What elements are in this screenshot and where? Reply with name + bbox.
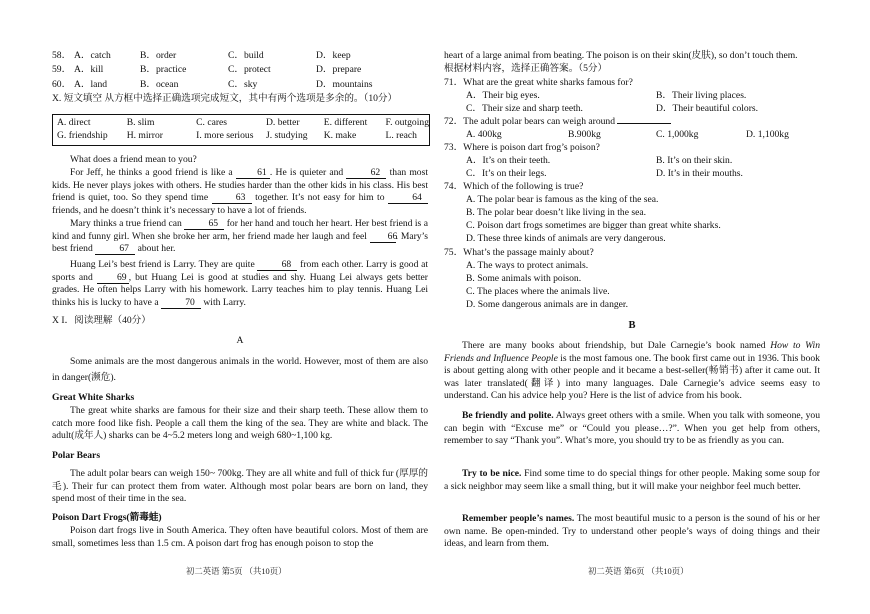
option-74-c: C. Poison dart frogs sometimes are bigger than great white sharks. (466, 220, 721, 231)
question-72: 72．The adult polar bears can weigh around (444, 116, 671, 129)
intro-b: There are many books about friendship, but Dale Carnegie’s book named How to Win Friends and Influence People is the most famous one. The book first came out in 1936. This book is about getting along with other people and it became a best-seller(畅销书) after it came out. It was later translated(翻译) into many languages. Dale Carnegie’s advice seems easy to understand. Can his advice help you? Here is the list of advice from his book. (444, 340, 821, 402)
option-d: D．prepare (316, 64, 362, 75)
word-option: D. better (265, 117, 300, 128)
option-a: A．catch (74, 50, 111, 61)
section-10-title: X. 短文填空 从方框中选择正确选项完成短文，其中有两个选项是多余的。（10分） (52, 93, 398, 104)
question-71: 71．What are the great white sharks famous for? (444, 77, 633, 88)
option-b: B．order (140, 50, 177, 61)
q-number: 59． (52, 64, 72, 75)
option-71-b: B．Their living places. (656, 90, 747, 101)
section-11-title: X I．阅读理解（40分） (52, 315, 151, 326)
blank-69: 69 (97, 273, 129, 284)
blank-61: 61 (236, 168, 270, 179)
option-b: B．ocean (140, 79, 179, 90)
option-75-d: D. Some dangerous animals are in danger. (466, 299, 628, 310)
option-75-a: A. The ways to protect animals. (466, 260, 589, 271)
option-a: A．land (74, 79, 108, 90)
advice-heading: Try to be nice. (462, 468, 522, 479)
word-option: J. studying (265, 129, 308, 141)
q-number: 58． (52, 50, 72, 61)
option-73-d: D. It’s in their mouths. (656, 168, 743, 179)
option-c: C．build (228, 50, 264, 61)
word-option: K. make (323, 129, 357, 141)
option-row-58 (52, 50, 396, 63)
word-option: A. direct (57, 117, 91, 128)
question-73: 73．Where is poison dart frog’s poison? (444, 142, 600, 153)
text-poison-dart-frogs: Poison dart frogs live in South America. They often have beautiful colors. Most of them are small, sometimes less than 1.5 cm. A poison dart frog has enough poison to stop the (52, 525, 428, 549)
text-polar-bears: The adult polar bears can weigh 150~ 700kg. They are all white and full of thick fur (厚厚的毛). Their fur can protect them from water. Although most polar bears are born on land, they spend most of their time in the sea. (52, 468, 428, 505)
option-72-c: C. 1,000kg (656, 129, 699, 140)
blank-65: 65 (184, 219, 224, 230)
option-72-a: A. 400kg (466, 129, 502, 140)
word-box (52, 114, 430, 146)
blank-63: 63 (212, 193, 252, 204)
section-b-label: B (628, 320, 636, 331)
paragraph-mary: Mary thinks a true friend can 65 for her hand and touch her heart. Her best friend is a kind and funny girl. When she broke her arm, her friend made her laugh and feel 66. Mary’s best friend 67 about her. (52, 218, 428, 255)
option-75-c: C. The places where the animals live. (466, 286, 610, 297)
option-75-b: B. Some animals with poison. (466, 273, 582, 284)
option-b: B．practice (140, 64, 187, 75)
option-72-d: D. 1,100kg (746, 129, 789, 140)
option-a: A．kill (74, 64, 104, 75)
advice-heading: Remember people’s names. (462, 513, 575, 524)
blank-68: 68 (257, 260, 297, 271)
text-sharks: The great white sharks are famous for their size and their sharp teeth. These allow them to catch more food like fish. People a call them the king of the sea. They are white and black. The adult(成年人) sharks can be 4~5.2 meters long and weigh 680~1,100 kg. (52, 405, 428, 442)
word-option: B. slim (126, 117, 155, 128)
option-d: D．mountains (316, 79, 373, 90)
advice-nice: Try to be nice. Find some time to do special things for other people. Making some soup for a sick neighbor may seem like a small thing, but it will make your neighbor feel much better. (444, 468, 820, 492)
option-74-b: B. The polar bear doesn’t like living in the sea. (466, 207, 647, 218)
answer-blank (617, 123, 671, 124)
option-71-c: C．Their size and sharp teeth. (466, 103, 583, 114)
footer-page-6: 初二英语 第6页 （共10页） (588, 567, 689, 576)
option-c: C．sky (228, 79, 258, 90)
blank-64: 64 (388, 193, 428, 204)
footer-page-5: 初二英语 第5页 （共10页） (186, 567, 287, 576)
section-a-label: A (236, 335, 244, 346)
option-row-59 (52, 64, 396, 77)
option-74-a: A. The polar bear is famous as the king of the sea. (466, 194, 659, 205)
word-option: C. cares (196, 117, 228, 128)
advice-names: Remember people’s names. The most beautiful music to a person is the sound of his or her own name. Be open-minded. Try to understand other people’s ways of doing things and their ideas, and learn from them. (444, 513, 820, 550)
option-72-b: B.900kg (568, 129, 601, 140)
word-option: E. different (323, 117, 368, 128)
option-row-60 (52, 79, 396, 92)
option-71-d: D．Their beautiful colors. (656, 103, 759, 114)
heading-polar-bears: Polar Bears (52, 450, 101, 461)
instruction-note: 根据材料内容，选择正确答案。（5分） (444, 63, 608, 74)
blank-67: 67 (95, 244, 135, 255)
word-option: H. mirror (126, 129, 163, 141)
heading-sharks: Great White Sharks (52, 392, 135, 403)
paragraph-huang-lei: Huang Lei’s best friend is Larry. They are quite 68 from each other. Larry is good at sports and 69 , but Huang Lei is good at studies and shy. Huang Lei always gets better grades. He often helps Larry with his homework. Larry teaches him to play tennis. Huang Lei thinks his is lucky to have a 70 with Larry. (52, 259, 429, 308)
blank-62: 62 (346, 168, 386, 179)
book-title: How to Win Friends and Influence People (444, 340, 821, 364)
paragraph-jeff: For Jeff, he thinks a good friend is like a 61 . He is quieter and 62 than most kids. He never plays jokes with others. He studies harder than the other kids in his class. His best friend is quiet, too. So they spend time 63 together. It’s not easy for him to 64 friends, and he doesn’t think it’s necessary to have a lot of friends. (52, 167, 428, 216)
option-71-a: A．Their big eyes. (466, 90, 540, 101)
heading-poison-dart-frogs: Poison Dart Frogs(箭毒蛙) (52, 512, 162, 523)
option-d: D．keep (316, 50, 351, 61)
text-frog-continued: heart of a large animal from beating. The poison is on their skin(皮肤), so don’t touch them. (444, 50, 798, 61)
word-option: L. reach (385, 129, 417, 141)
q-number: 60． (52, 79, 72, 90)
advice-heading: Be friendly and polite. (462, 410, 554, 421)
option-74-d: D. These three kinds of animals are very dangerous. (466, 233, 666, 244)
option-73-a: A．It’s on their teeth. (466, 155, 551, 166)
blank-66: 66 (370, 232, 396, 243)
option-c: C．protect (228, 64, 271, 75)
advice-friendly: Be friendly and polite. Always greet others with a smile. When you talk with someone, you can begin with “Excuse me” or “Could you please…?”. When you get help from others, remember to say “Thank you”. What’s more, you should try to be as friendly as you can. (444, 410, 820, 447)
word-option: G. friendship (57, 129, 108, 141)
question-74: 74．Which of the following is true? (444, 181, 584, 192)
blank-70: 70 (161, 298, 201, 309)
intro-a: Some animals are the most dangerous animals in the world. However, most of them are also in danger(濒危). (52, 356, 428, 383)
option-73-c: C．It’s on their legs. (466, 168, 547, 179)
word-option: I. more serious (196, 129, 254, 141)
word-option: F. outgoing (385, 117, 429, 128)
option-73-b: B. It’s on their skin. (656, 155, 733, 166)
passage-title: What does a friend mean to you? (70, 154, 197, 165)
question-75: 75．What’s the passage mainly about? (444, 247, 594, 258)
